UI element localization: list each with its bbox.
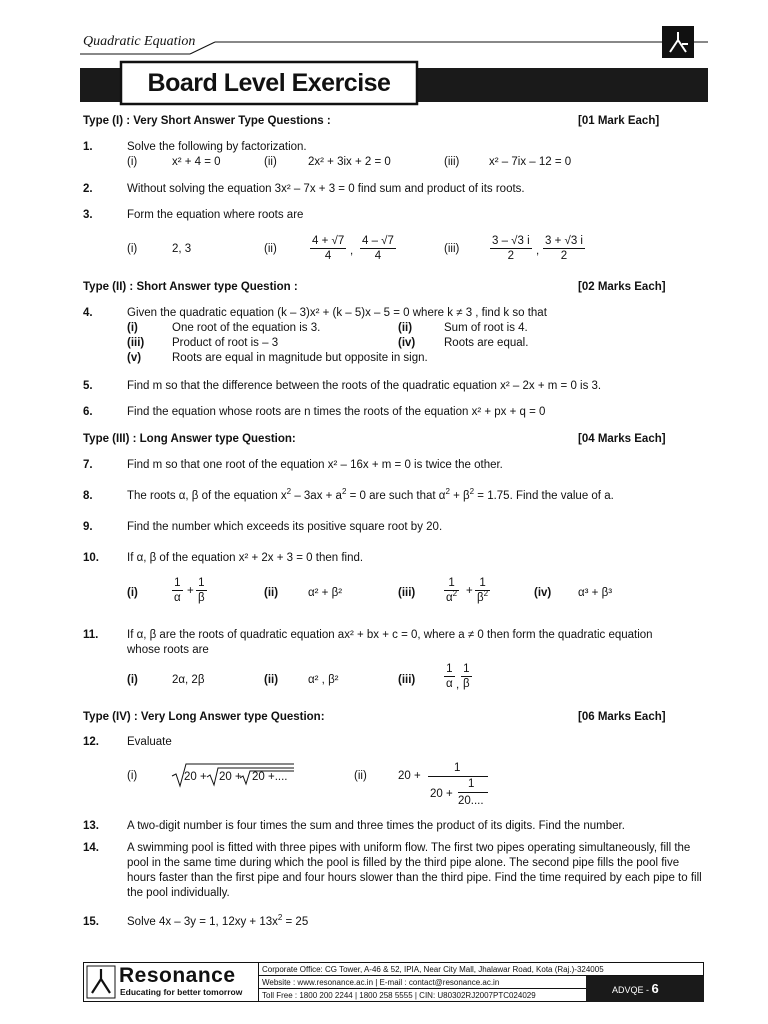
part-text: 20 + — [430, 788, 453, 800]
chapter-title: Quadratic Equation — [83, 34, 196, 49]
part-text: Product of root is – 3 — [172, 337, 279, 349]
question-text: Given the quadratic equation (k – 3)x² + (k – 5)x – 5 = 0 where k ≠ 3 , find k so that — [127, 307, 547, 319]
part-text: α² , β² — [308, 674, 339, 686]
footer-office: Corporate Office: CG Tower, A-46 & 52, IPIA, Near City Mall, Jhalawar Road, Kota (Raj.)-324005 — [262, 965, 604, 974]
part-text: Roots are equal. — [444, 337, 529, 349]
part-label: (v) — [127, 352, 142, 364]
fraction: $\frac{4 - √7}{4}$ — [362, 235, 394, 262]
question-text: If α, β are the roots of quadratic equation ax² + bx + c = 0, where a ≠ 0 then form the quadratic equation — [127, 629, 653, 641]
part-text: α² + β² — [308, 587, 343, 599]
part-label: (i) — [127, 674, 138, 686]
question-text: Solve the following by factorization. — [127, 141, 307, 153]
part-label: (iii) — [444, 156, 460, 168]
part-text: 20 + — [398, 770, 421, 782]
part-label: (iii) — [398, 674, 416, 686]
part-label: (i) — [127, 770, 138, 782]
fraction: $\frac{3 - √3 i}{2}$ — [492, 235, 530, 262]
radical-text-3: 20 +.... — [252, 771, 288, 783]
question-text: A two-digit number is four times the sum and three times the product of its digits. Find the number. — [127, 820, 625, 832]
logo-icon — [662, 26, 694, 58]
part-text: Sum of root is 4. — [444, 322, 528, 334]
question-number: 9. — [83, 521, 93, 533]
question-text: Form the equation where roots are — [127, 209, 304, 221]
banner-title: Board Level Exercise — [147, 69, 391, 97]
part-label: (i) — [127, 587, 138, 599]
question-number: 15. — [83, 916, 99, 928]
fraction: $\frac{4 + √7}{4}$ — [312, 235, 345, 262]
question-number: 8. — [83, 490, 93, 502]
part-label: (i) — [127, 322, 138, 334]
section-marks: [02 Marks Each] — [578, 281, 666, 293]
plus-sign: + — [187, 585, 194, 597]
plus-sign: + — [466, 585, 473, 597]
part-label: (iv) — [534, 587, 552, 599]
section-title: Type (I) : Very Short Answer Type Questions : — [83, 115, 331, 127]
part-label: (ii) — [264, 243, 277, 255]
question-number: 4. — [83, 307, 93, 319]
part-label: (i) — [127, 243, 138, 255]
section-title: Type (III) : Long Answer type Question: — [83, 433, 296, 445]
question-text: Evaluate — [127, 736, 172, 748]
question-text: Find the equation whose roots are n times the roots of the equation x² + px + q = 0 — [127, 406, 546, 418]
part-label: (ii) — [264, 156, 277, 168]
section-marks: [04 Marks Each] — [578, 433, 666, 445]
section-marks: [01 Mark Each] — [578, 115, 660, 127]
question-number: 12. — [83, 736, 99, 748]
part-label: (ii) — [398, 322, 413, 334]
fraction: $\frac{1}{\beta}$ — [463, 663, 470, 690]
part-text: 20.... — [458, 795, 484, 807]
continued-fraction-one: 1 — [454, 762, 461, 774]
part-label: (iii) — [444, 243, 460, 255]
question-text: Find the number which exceeds its positive square root by 20. — [127, 521, 443, 533]
section-marks: [06 Marks Each] — [578, 711, 666, 723]
fraction: $\frac{1}{\beta}$ — [198, 577, 205, 604]
continued-fraction-one: 1 — [468, 778, 475, 790]
part-label: (i) — [127, 156, 138, 168]
comma: , — [536, 245, 540, 257]
part-label: (iii) — [398, 587, 416, 599]
radical-text-2: 20 + — [219, 771, 242, 783]
fraction: $\frac{1}{\beta^2}$ — [477, 577, 489, 604]
part-text: 2α, 2β — [172, 674, 205, 686]
question-number: 14. — [83, 842, 99, 854]
footer-logo-icon — [86, 965, 116, 999]
question-text: The roots α, β of the equation $x^2 - 3ax + a^2 = 0$ are such that $\alpha^2 + \beta^2 = 1.75$. Find the value of a. — [127, 487, 614, 502]
footer-website[interactable]: Website : www.resonance.ac.in | E-mail : contact@resonance.ac.in — [262, 978, 500, 987]
comma: , — [456, 679, 460, 691]
fraction: $\frac{1}{\alpha}$ — [446, 663, 453, 690]
question-number: 2. — [83, 183, 93, 195]
section-title: Type (II) : Short Answer type Question : — [83, 281, 298, 293]
part-text: 2, 3 — [172, 243, 192, 255]
question-number: 10. — [83, 552, 99, 564]
question-text: Solve 4x – 3y = 1, $12xy + 13x^2 = 25$ — [127, 913, 309, 928]
question-text: Without solving the equation 3x² – 7x + 3 = 0 find sum and product of its roots. — [127, 183, 525, 195]
fraction-bar — [458, 792, 488, 793]
part-label: (ii) — [264, 587, 279, 599]
fraction-bar — [428, 776, 488, 777]
question-number: 1. — [83, 141, 93, 153]
question-number: 6. — [83, 406, 93, 418]
footer-tagline: Educating for better tomorrow — [120, 987, 243, 997]
footer-divider — [258, 962, 259, 1002]
question-text: Find m so that one root of the equation x² – 16x + m = 0 is twice the other. — [127, 459, 503, 471]
part-label: (iii) — [127, 337, 145, 349]
question-number: 11. — [83, 629, 99, 641]
fraction: $\frac{3 + √3 i}{2}$ — [545, 235, 583, 262]
part-text: Roots are equal in magnitude but opposite in sign. — [172, 352, 428, 364]
question-number: 3. — [83, 209, 93, 221]
part-label: (ii) — [264, 674, 279, 686]
question-text: A swimming pool is fitted with three pipes with uniform flow. The first two pipes operating simultaneously, fill the pool in the same time during which the pool is filled by the third pipe alone. The second pipe fills the pool five hours faster than the first pipe and four hours slower than the third pipe. Find the time required by each pipe to fill the pool individually. — [127, 842, 702, 899]
part-label: (iv) — [398, 337, 416, 349]
part-label: (ii) — [354, 770, 367, 782]
part-text: α³ + β³ — [578, 587, 613, 599]
part-text: 2x² + 3ix + 2 = 0 — [308, 156, 391, 168]
footer-brand: Resonance — [119, 964, 236, 987]
section-title: Type (IV) : Very Long Answer type Question: — [83, 711, 325, 723]
question-text: whose roots are — [127, 644, 209, 656]
fraction: $\frac{1}{\alpha^2}$ — [446, 577, 458, 604]
question-number: 5. — [83, 380, 93, 392]
question-text: If α, β of the equation x² + 2x + 3 = 0 then find. — [127, 552, 364, 564]
footer-page-label: ADVQE - 6 — [612, 981, 659, 996]
part-text: x² + 4 = 0 — [172, 156, 221, 168]
radical-text-1: 20 + — [184, 771, 207, 783]
fraction: $\frac{1}{\alpha}$ — [174, 577, 181, 604]
part-text: x² – 7ix – 12 = 0 — [489, 156, 572, 168]
question-number: 7. — [83, 459, 93, 471]
footer-tollfree: Toll Free : 1800 200 2244 | 1800 258 5555 | CIN: U80302RJ2007PTC024029 — [262, 991, 536, 1000]
question-number: 13. — [83, 820, 99, 832]
comma: , — [350, 245, 354, 257]
question-text: Find m so that the difference between the roots of the quadratic equation x² – 2x + m = 0 is 3. — [127, 380, 602, 392]
part-text: One root of the equation is 3. — [172, 322, 321, 334]
